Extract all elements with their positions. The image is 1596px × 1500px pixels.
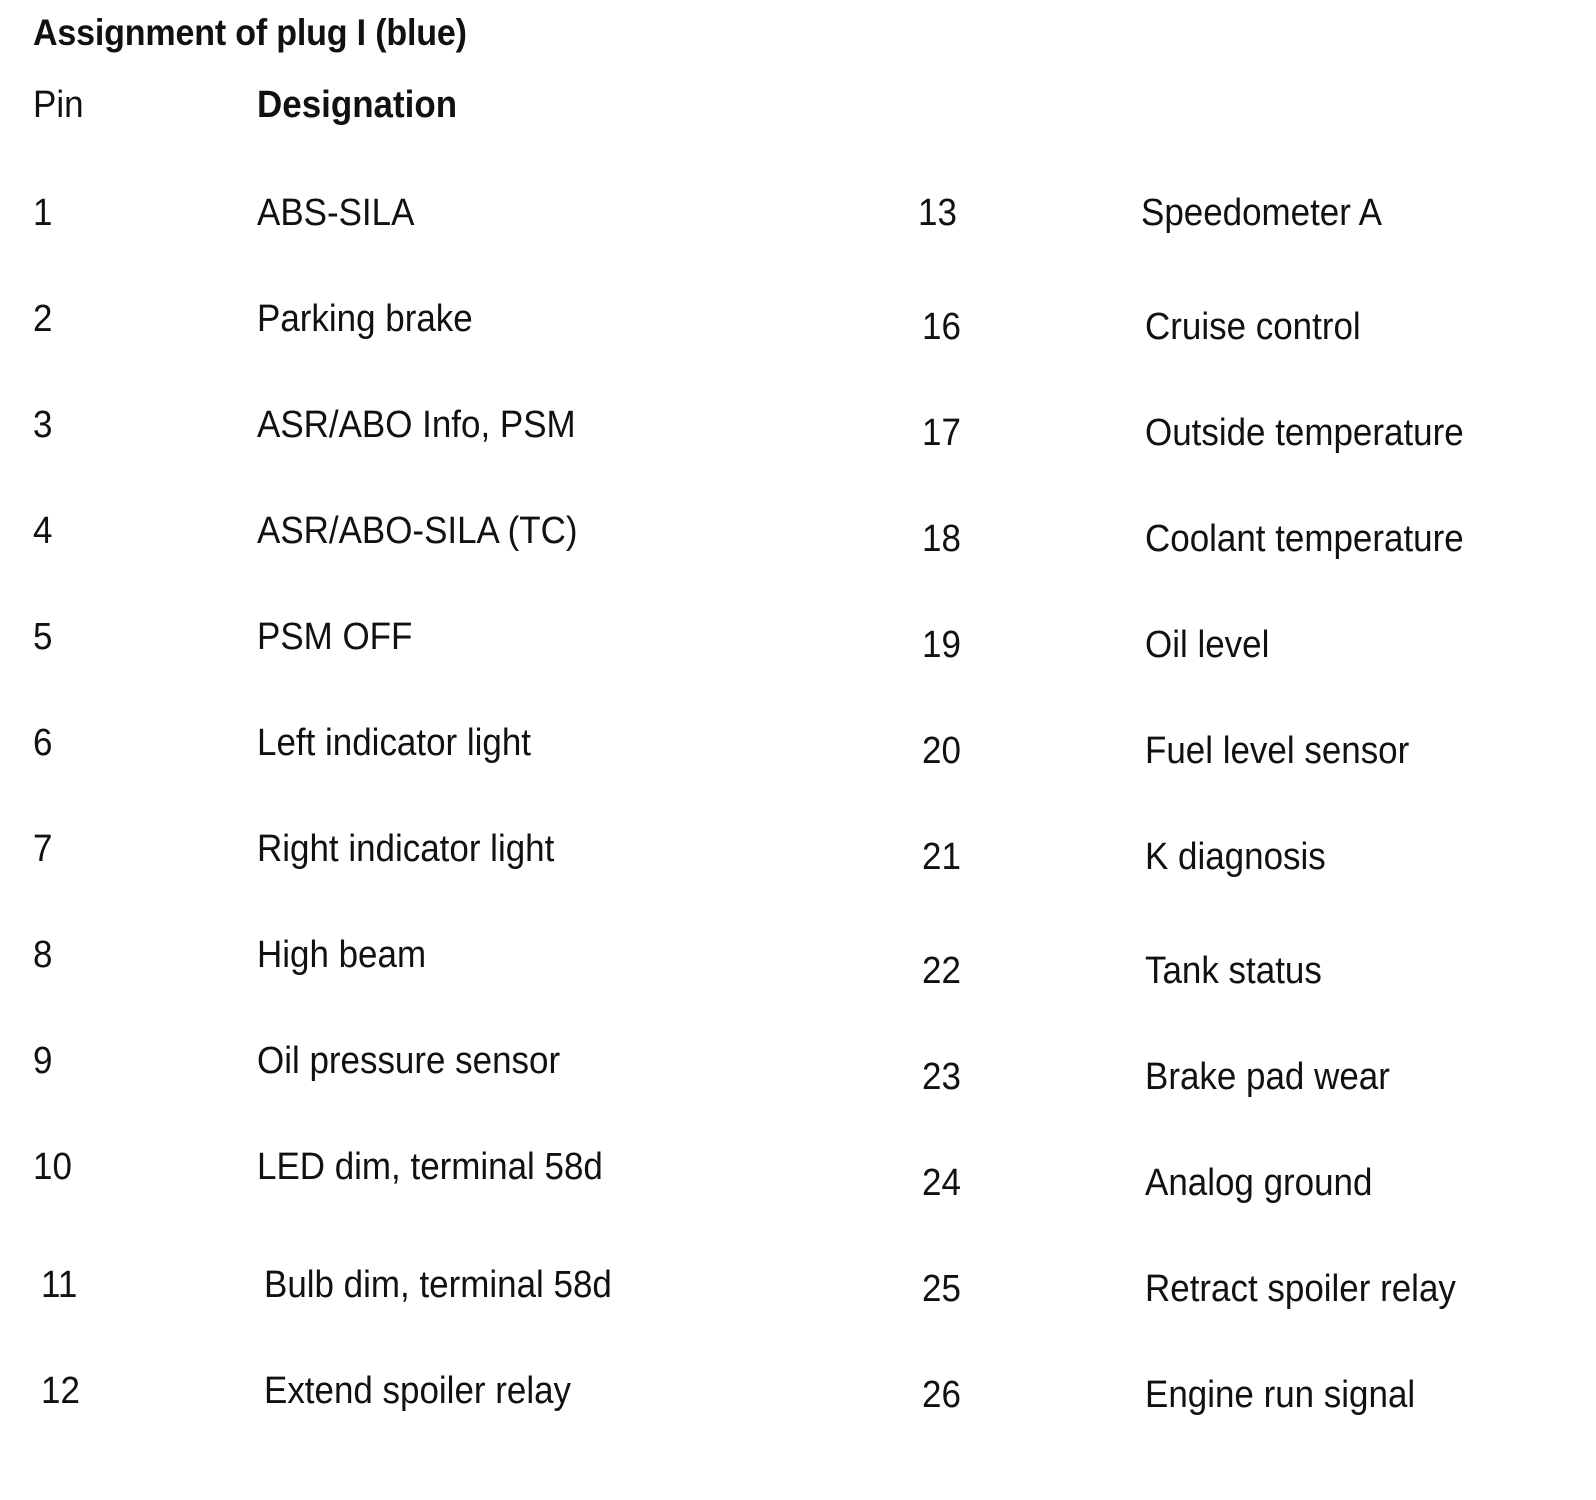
pin-number: 1 xyxy=(33,192,53,234)
pin-number: 23 xyxy=(922,1056,961,1098)
pin-designation: High beam xyxy=(257,934,427,976)
pin-number: 21 xyxy=(922,836,961,878)
pin-designation: Parking brake xyxy=(257,298,473,340)
pin-number: 7 xyxy=(33,828,53,870)
pin-number: 12 xyxy=(41,1370,80,1412)
pin-designation: Engine run signal xyxy=(1145,1374,1416,1416)
pin-designation: Tank status xyxy=(1145,950,1322,992)
pin-number: 13 xyxy=(918,192,957,234)
pin-designation: Right indicator light xyxy=(257,828,555,870)
pin-number: 19 xyxy=(922,624,961,666)
pin-designation: Oil pressure sensor xyxy=(257,1040,561,1082)
pin-number: 17 xyxy=(922,412,961,454)
pin-designation: LED dim, terminal 58d xyxy=(257,1146,603,1188)
pin-number: 9 xyxy=(33,1040,53,1082)
pin-designation: Outside temperature xyxy=(1145,412,1464,454)
pin-number: 5 xyxy=(33,616,53,658)
pin-designation: Bulb dim, terminal 58d xyxy=(264,1264,612,1306)
pin-number: 16 xyxy=(922,306,961,348)
pin-number: 20 xyxy=(922,730,961,772)
pin-designation: ASR/ABO-SILA (TC) xyxy=(257,510,578,552)
pin-designation: Speedometer A xyxy=(1141,192,1383,234)
pin-number: 18 xyxy=(922,518,961,560)
pin-designation: Retract spoiler relay xyxy=(1145,1268,1456,1310)
pin-designation: Oil level xyxy=(1145,624,1270,666)
pin-designation: Brake pad wear xyxy=(1145,1056,1390,1098)
pin-number: 26 xyxy=(922,1374,961,1416)
pin-number: 6 xyxy=(33,722,53,764)
pin-designation: PSM OFF xyxy=(257,616,413,658)
pin-number: 25 xyxy=(922,1268,961,1310)
pin-designation: ABS-SILA xyxy=(257,192,415,234)
pin-designation: Cruise control xyxy=(1145,306,1361,348)
pin-number: 24 xyxy=(922,1162,961,1204)
pin-number: 4 xyxy=(33,510,53,552)
pin-designation: Analog ground xyxy=(1145,1162,1373,1204)
pin-designation: Fuel level sensor xyxy=(1145,730,1410,772)
column-header-pin: Pin xyxy=(33,84,84,126)
pin-designation: Left indicator light xyxy=(257,722,532,764)
column-header-designation: Designation xyxy=(257,84,458,126)
pin-number: 11 xyxy=(41,1264,78,1306)
pin-number: 22 xyxy=(922,950,961,992)
pin-designation: K diagnosis xyxy=(1145,836,1326,878)
pin-number: 10 xyxy=(33,1146,72,1188)
pin-designation: Extend spoiler relay xyxy=(264,1370,572,1412)
pin-designation: ASR/ABO Info, PSM xyxy=(257,404,576,446)
pin-designation: Coolant temperature xyxy=(1145,518,1464,560)
pin-number: 8 xyxy=(33,934,53,976)
pin-number: 3 xyxy=(33,404,53,446)
pin-number: 2 xyxy=(33,298,53,340)
page-title: Assignment of plug I (blue) xyxy=(33,12,467,53)
